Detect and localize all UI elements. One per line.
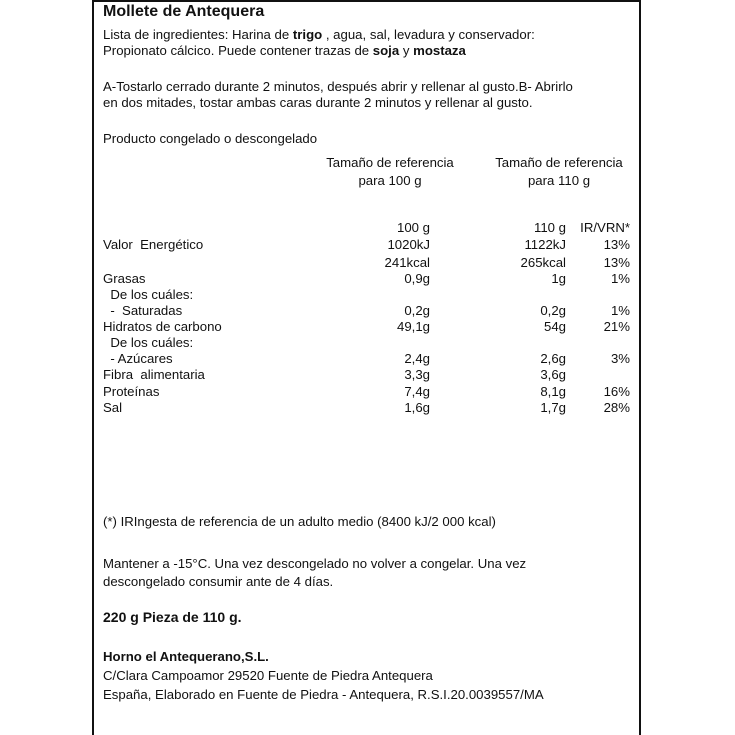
product-state: Producto congelado o descongelado bbox=[103, 131, 318, 146]
nutrient-value-110g: 1g bbox=[551, 271, 566, 286]
nutrient-label: Fibra alimentaria bbox=[103, 367, 205, 382]
nutrient-label: - Azúcares bbox=[103, 351, 173, 366]
ingredients-line-1 bbox=[103, 27, 535, 43]
column-100g: 100 g bbox=[396, 220, 430, 235]
nutrient-value-110g: 1122kJ bbox=[524, 237, 566, 252]
nutrient-label: Hidratos de carbono bbox=[103, 319, 222, 334]
nutrient-value-110g: 2,6g bbox=[540, 351, 566, 366]
nutrient-value-100g: 49,1g bbox=[396, 319, 430, 334]
manufacturer-address: C/Clara Campoamor 29520 Fuente de Piedra Antequera bbox=[103, 668, 433, 683]
header-100-line-2: para 100 g bbox=[358, 173, 422, 188]
header-110-line-2: para 110 g bbox=[527, 173, 591, 188]
nutrient-value-100g: 3,3g bbox=[404, 367, 430, 382]
nutrient-value-100g: 2,4g bbox=[404, 351, 430, 366]
nutrient-label: Grasas bbox=[103, 271, 146, 286]
nutrient-value-100g: 1,6g bbox=[404, 400, 430, 415]
instructions-line-2: en dos mitades, tostar ambas caras durante 2 minutos y rellenar al gusto. bbox=[103, 95, 533, 110]
ingredients-text: y bbox=[399, 43, 414, 58]
nutrient-value-100g: 0,9g bbox=[404, 271, 430, 286]
allergen-soja: soja bbox=[372, 43, 400, 58]
ingredients-text: , agua, sal, levadura y conservador: bbox=[322, 27, 535, 42]
allergen-trigo: trigo bbox=[292, 27, 323, 42]
nutrient-label: De los cuáles: bbox=[103, 335, 194, 350]
nutrient-value-100g: 0,2g bbox=[404, 303, 430, 318]
ingredients-line-2 bbox=[103, 43, 466, 59]
allergen-mostaza: mostaza bbox=[413, 43, 466, 58]
header-110-line-1: Tamaño de referencia bbox=[495, 155, 623, 170]
nutrient-label: De los cuáles: bbox=[103, 287, 194, 302]
ingredients-text: Lista de ingredientes: Harina de bbox=[103, 27, 293, 42]
header-100-line-1: Tamaño de referencia bbox=[326, 155, 454, 170]
storage-line-1: Mantener a -15°C. Una vez descongelado no volver a congelar. Una vez bbox=[103, 556, 527, 571]
nutrient-value-100g: 241kcal bbox=[384, 255, 430, 270]
ingredients-text: Propionato cálcico. Puede contener trazas de bbox=[103, 43, 373, 58]
nutrient-ir-percent: 28% bbox=[603, 400, 630, 415]
nutrient-value-110g: 3,6g bbox=[540, 367, 566, 382]
nutrient-ir-percent: 13% bbox=[603, 255, 630, 270]
storage-line-2: descongelado consumir ante de 4 días. bbox=[103, 574, 334, 589]
column-ir-vrn: IR/VRN* bbox=[580, 220, 630, 235]
footnote: (*) IRIngesta de referencia de un adulto medio (8400 kJ/2 000 kcal) bbox=[103, 514, 496, 529]
instructions-line-1: A-Tostarlo cerrado durante 2 minutos, después abrir y rellenar al gusto.B- Abrirlo bbox=[103, 79, 573, 94]
nutrient-value-110g: 265kcal bbox=[520, 255, 566, 270]
manufacturer-origin: España, Elaborado en Fuente de Piedra - Antequera, R.S.I.20.0039557/MA bbox=[103, 687, 544, 702]
nutrient-ir-percent: 1% bbox=[610, 303, 630, 318]
nutrient-value-110g: 54g bbox=[543, 319, 566, 334]
nutrient-label: - Saturadas bbox=[103, 303, 183, 318]
nutrient-label: Proteínas bbox=[103, 384, 160, 399]
nutrient-ir-percent: 13% bbox=[603, 237, 630, 252]
nutrient-value-100g: 1020kJ bbox=[387, 237, 430, 252]
nutrient-ir-percent: 21% bbox=[603, 319, 630, 334]
manufacturer-name: Horno el Antequerano,S.L. bbox=[103, 649, 269, 664]
nutrient-value-110g: 0,2g bbox=[540, 303, 566, 318]
product-title: Mollete de Antequera bbox=[103, 3, 265, 20]
label-frame-top bbox=[92, 0, 641, 2]
nutrient-label: Sal bbox=[103, 400, 123, 415]
nutrient-ir-percent: 1% bbox=[610, 271, 630, 286]
net-weight: 220 g Pieza de 110 g. bbox=[103, 609, 242, 625]
nutrient-label: Valor Energético bbox=[103, 237, 204, 252]
nutrient-ir-percent: 3% bbox=[610, 351, 630, 366]
column-110g: 110 g bbox=[533, 220, 566, 235]
nutrient-ir-percent: 16% bbox=[603, 384, 630, 399]
nutrient-value-110g: 1,7g bbox=[540, 400, 566, 415]
nutrient-value-110g: 8,1g bbox=[540, 384, 566, 399]
nutrient-value-100g: 7,4g bbox=[404, 384, 430, 399]
